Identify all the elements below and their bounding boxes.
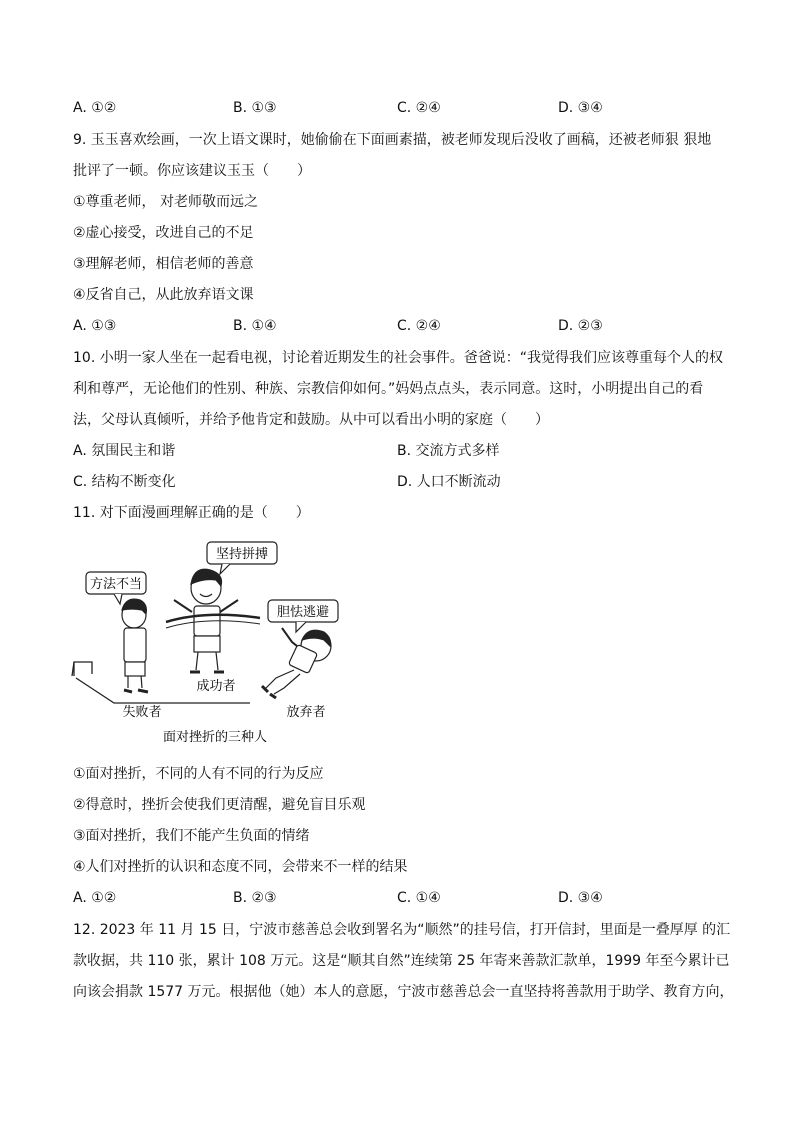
q10-option-d[interactable]: D. 人口不断流动 [397,474,501,490]
bubble-text-giveup: 胆怯逃避 [276,605,330,620]
q9-option-b[interactable]: B. ①④ [233,318,277,334]
q11-option-b[interactable]: B. ②③ [233,890,277,906]
q9-option-c[interactable]: C. ②④ [397,318,441,334]
bubble-text-failure: 方法不当 [89,577,143,592]
figure-success [166,569,260,672]
q11-stem: 11. 对下面漫画理解正确的是（ ） [73,505,310,521]
q10-stem-line2: 利和尊严，无论他们的性别、种族、宗教信仰如何。”妈妈点点头，表示同意。这时，小明提出自己的看 [73,381,704,397]
q9-stem-line1: 9. 玉玉喜欢绘画，一次上语文课时，她偷偷在下面画素描，被老师发现后没收了画稿，还被老师狠 狠地 [73,132,712,148]
q8-option-d[interactable]: D. ③④ [558,100,603,116]
q10-option-a[interactable]: A. 氛围民主和谐 [73,443,176,459]
q10-stem-line3: 法，父母认真倾听，并给予他肯定和鼓励。从中可以看出小明的家庭（ ） [73,412,549,428]
q11-comic [70,538,340,753]
q9-statement-4: ④反省自己，从此放弃语文课 [73,287,254,303]
q12-line3: 向该会捐款 1577 万元。根据他（她）本人的意愿，宁波市慈善总会一直坚持将善款用于助学、教育方向， [73,984,734,1000]
q11-option-a[interactable]: A. ①② [73,890,117,906]
q10-option-c[interactable]: C. 结构不断变化 [73,474,176,490]
q9-statement-2: ②虚心接受，改进自己的不足 [73,225,254,241]
figure-giveup [262,628,331,698]
label-failure: 失败者 [122,705,162,720]
q8-option-b[interactable]: B. ①③ [233,100,277,116]
q9-option-a[interactable]: A. ①③ [73,318,117,334]
q10-option-b[interactable]: B. 交流方式多样 [397,443,500,459]
q11-statement-2: ②得意时，挫折会使我们更清醒，避免盲目乐观 [73,797,366,813]
q11-statement-4: ④人们对挫折的认识和态度不同，会带来不一样的结果 [73,859,408,875]
q11-statement-1: ①面对挫折，不同的人有不同的行为反应 [73,766,324,782]
q11-option-d[interactable]: D. ③④ [558,890,603,906]
comic-caption: 面对挫折的三种人 [162,730,268,745]
label-giveup: 放弃者 [286,705,326,720]
q9-stem-line2: 批评了一顿。你应该建议玉玉（ ） [73,163,311,179]
q11-option-c[interactable]: C. ①④ [397,890,441,906]
q8-option-a[interactable]: A. ①② [73,100,117,116]
bubble-text-success: 坚持拼搏 [215,547,269,562]
bubble-giveup [268,600,338,632]
q9-statement-3: ③理解老师，相信老师的善意 [73,256,254,272]
figure-failure [122,599,148,692]
bubble-success [207,542,277,574]
q8-option-c[interactable]: C. ②④ [397,100,441,116]
q12-line2: 款收据，共 110 张，累计 108 万元。这是“顺其自然”连续第 25 年寄来善款汇款单，1999 年至今累计已 [73,953,730,969]
q9-statement-1: ①尊重老师， 对老师敬而远之 [73,194,259,210]
q9-option-d[interactable]: D. ②③ [558,318,603,334]
q11-statement-3: ③面对挫折，我们不能产生负面的情绪 [73,828,310,844]
q10-stem-line1: 10. 小明一家人坐在一起看电视，讨论着近期发生的社会事件。爸爸说：“我觉得我们应该尊重每个人的权 [73,350,723,366]
q12-line1: 12. 2023 年 11 月 15 日，宁波市慈善总会收到署名为“顺然”的挂号信，打开信封，里面是一叠厚厚 的汇 [73,922,731,938]
label-success: 成功者 [196,679,236,694]
